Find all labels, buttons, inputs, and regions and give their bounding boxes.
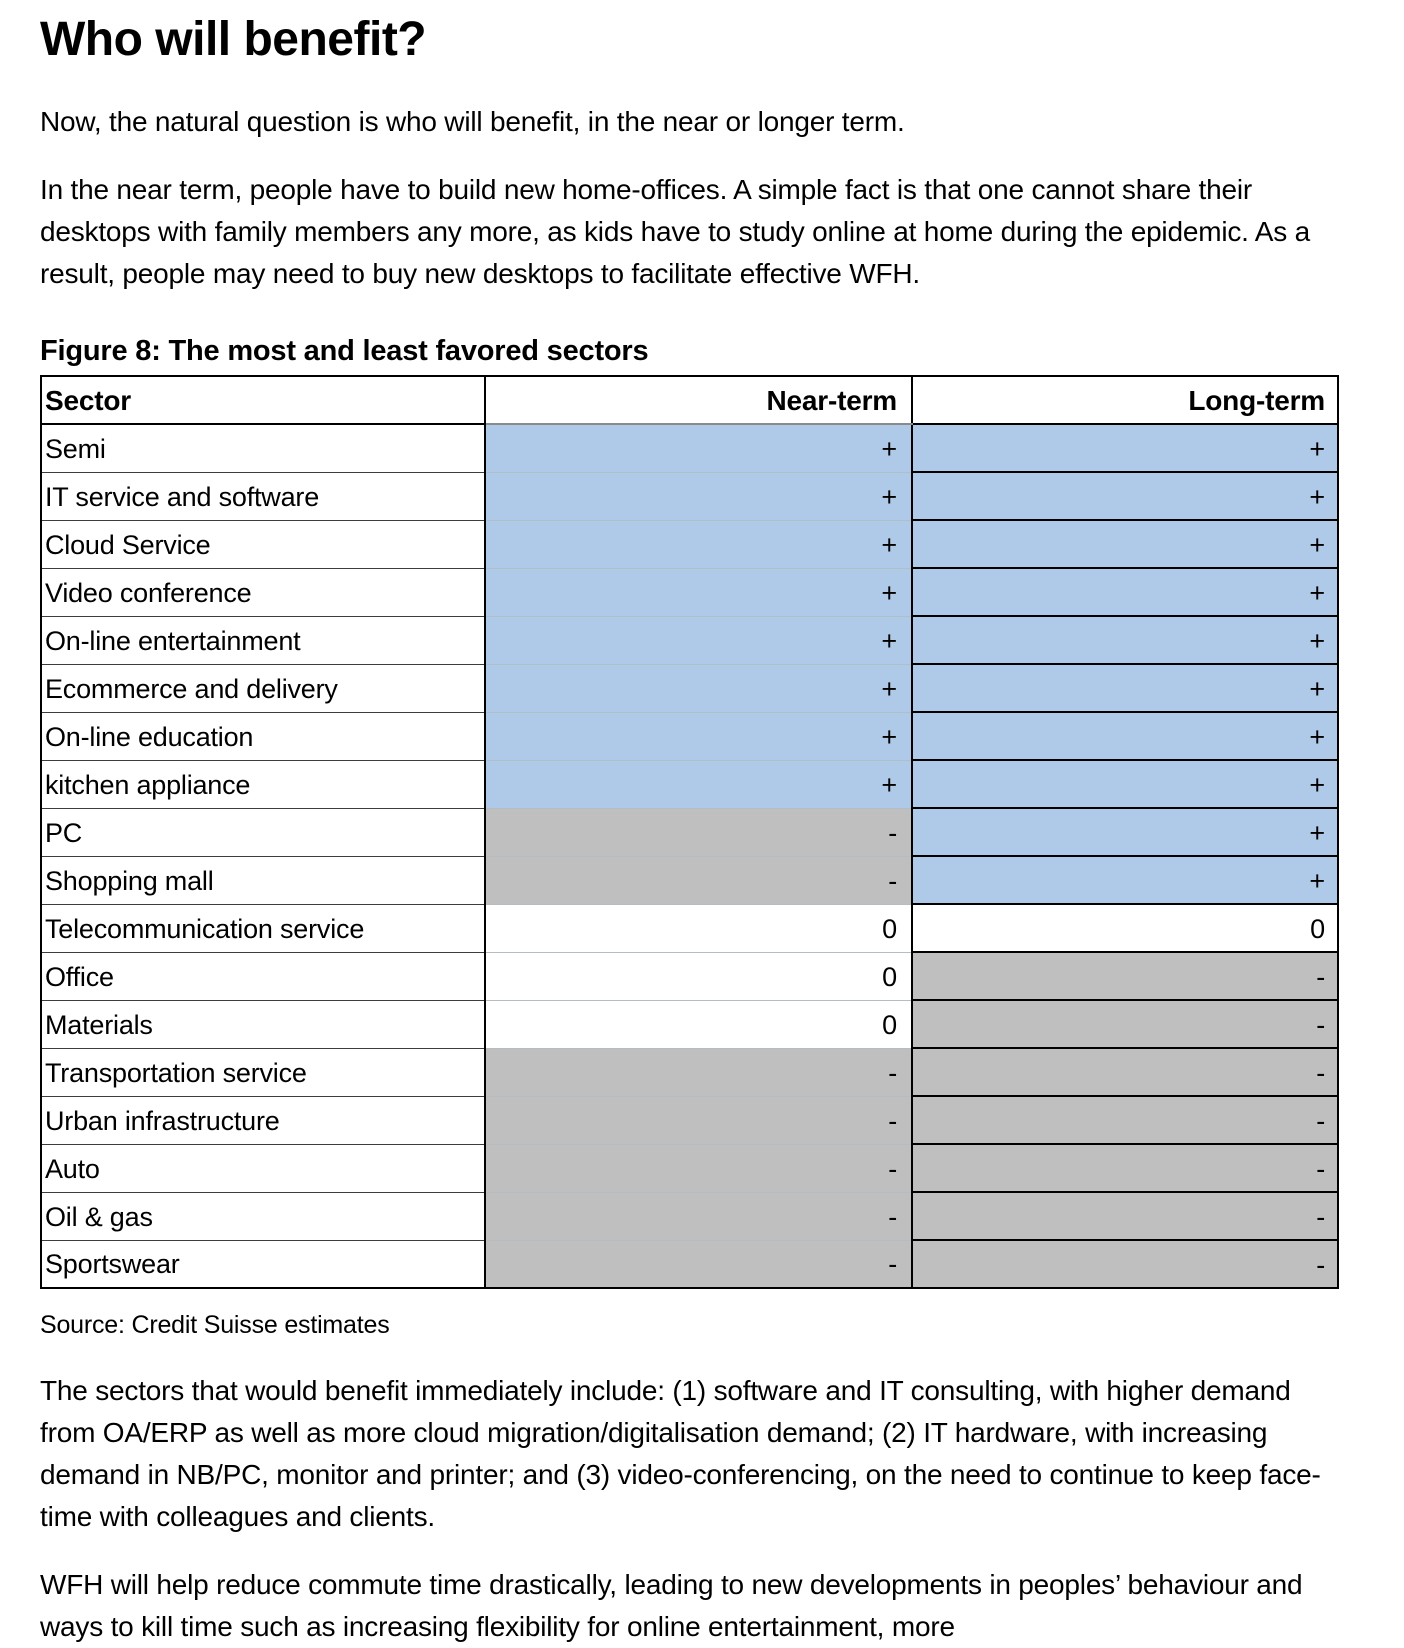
sector-cell: Shopping mall: [41, 856, 485, 904]
sector-cell: Transportation service: [41, 1048, 485, 1096]
long-term-cell: +: [912, 472, 1338, 520]
long-term-cell: 0: [912, 904, 1338, 952]
long-term-cell: +: [912, 520, 1338, 568]
sector-cell: IT service and software: [41, 472, 485, 520]
column-header-sector: Sector: [41, 376, 485, 424]
table-row: [41, 952, 1338, 1000]
sector-cell: Cloud Service: [41, 520, 485, 568]
sector-cell: Office: [41, 952, 485, 1000]
source-note: Source: Credit Suisse estimates: [40, 1311, 390, 1340]
long-term-cell: -: [912, 1144, 1338, 1192]
table-row: [41, 1048, 1338, 1096]
near-term-cell: 0: [485, 952, 912, 1000]
table-row: [41, 856, 1338, 904]
near-term-cell: -: [485, 1144, 912, 1192]
sector-cell: Telecommunication service: [41, 904, 485, 952]
table-row: [41, 808, 1338, 856]
near-term-cell: 0: [485, 1000, 912, 1048]
long-term-cell: -: [912, 952, 1338, 1000]
long-term-cell: +: [912, 664, 1338, 712]
table-row: [41, 1144, 1338, 1192]
near-term-cell: -: [485, 808, 912, 856]
table-row: [41, 712, 1338, 760]
near-term-paragraph: In the near term, people have to build new home-offices. A simple fact is that one cannot share their desktops with family members any more, as kids have to study online at home during the epidemic. As a result, people may need to buy new desktops to facilitate effective WFH.: [40, 174, 1310, 290]
near-term-cell: +: [485, 472, 912, 520]
near-term-cell: -: [485, 1192, 912, 1240]
table-row: [41, 520, 1338, 568]
long-term-cell: -: [912, 1240, 1338, 1288]
sector-cell: kitchen appliance: [41, 760, 485, 808]
near-term-cell: +: [485, 664, 912, 712]
near-term-cell: +: [485, 760, 912, 808]
long-term-cell: +: [912, 760, 1338, 808]
near-term-cell: +: [485, 424, 912, 472]
wfh-impact-paragraph: WFH will help reduce commute time drastically, leading to new developments in peoples’ behaviour and ways to kill time such as increasing flexibility for online entertainment, more: [40, 1569, 1303, 1643]
table-row: [41, 1000, 1338, 1048]
table-row: [41, 1096, 1338, 1144]
sector-cell: Semi: [41, 424, 485, 472]
long-term-cell: +: [912, 424, 1338, 472]
sector-cell: On-line education: [41, 712, 485, 760]
long-term-cell: -: [912, 1048, 1338, 1096]
table-row: [41, 616, 1338, 664]
table-header: [41, 376, 1338, 424]
long-term-cell: -: [912, 1000, 1338, 1048]
near-term-cell: 0: [485, 904, 912, 952]
sector-cell: On-line entertainment: [41, 616, 485, 664]
table-row: [41, 568, 1338, 616]
sector-cell: Video conference: [41, 568, 485, 616]
table-row: [41, 424, 1338, 472]
long-term-cell: -: [912, 1192, 1338, 1240]
table-header-row: [41, 376, 1338, 424]
sector-cell: Materials: [41, 1000, 485, 1048]
intro-paragraph: Now, the natural question is who will benefit, in the near or longer term.: [40, 106, 905, 138]
long-term-cell: +: [912, 808, 1338, 856]
sector-cell: Oil & gas: [41, 1192, 485, 1240]
figure-table-body: [41, 424, 1338, 1288]
table-row: [41, 664, 1338, 712]
sector-table: [40, 375, 1339, 1289]
long-term-cell: +: [912, 712, 1338, 760]
near-term-cell: -: [485, 1048, 912, 1096]
near-term-cell: -: [485, 856, 912, 904]
near-term-cell: +: [485, 616, 912, 664]
near-term-cell: -: [485, 1096, 912, 1144]
long-term-cell: +: [912, 856, 1338, 904]
sector-cell: PC: [41, 808, 485, 856]
near-term-cell: -: [485, 1240, 912, 1288]
sector-cell: Ecommerce and delivery: [41, 664, 485, 712]
figure-title: Figure 8: The most and least favored sectors: [40, 335, 649, 368]
near-term-cell: +: [485, 712, 912, 760]
near-term-cell: +: [485, 568, 912, 616]
column-header-near-term: Near-term: [485, 376, 912, 424]
column-header-long-term: Long-term: [912, 376, 1338, 424]
long-term-cell: -: [912, 1096, 1338, 1144]
table-row: [41, 472, 1338, 520]
long-term-cell: +: [912, 616, 1338, 664]
table-row: [41, 1240, 1338, 1288]
near-term-cell: +: [485, 520, 912, 568]
benefit-sectors-paragraph: The sectors that would benefit immediately include: (1) software and IT consulting, with higher demand from OA/ERP as well as more cloud migration/digitalisation demand; (2) IT hardware, with increasing demand in NB/PC, monitor and printer; and (3) video-conferencing, on the need to continue to keep face-time with colleagues and clients.: [40, 1375, 1321, 1533]
page-title: Who will benefit?: [40, 13, 427, 66]
table-row: [41, 760, 1338, 808]
table-row: [41, 1192, 1338, 1240]
long-term-cell: +: [912, 568, 1338, 616]
sector-cell: Auto: [41, 1144, 485, 1192]
table-row: [41, 904, 1338, 952]
sector-cell: Sportswear: [41, 1240, 485, 1288]
sector-cell: Urban infrastructure: [41, 1096, 485, 1144]
